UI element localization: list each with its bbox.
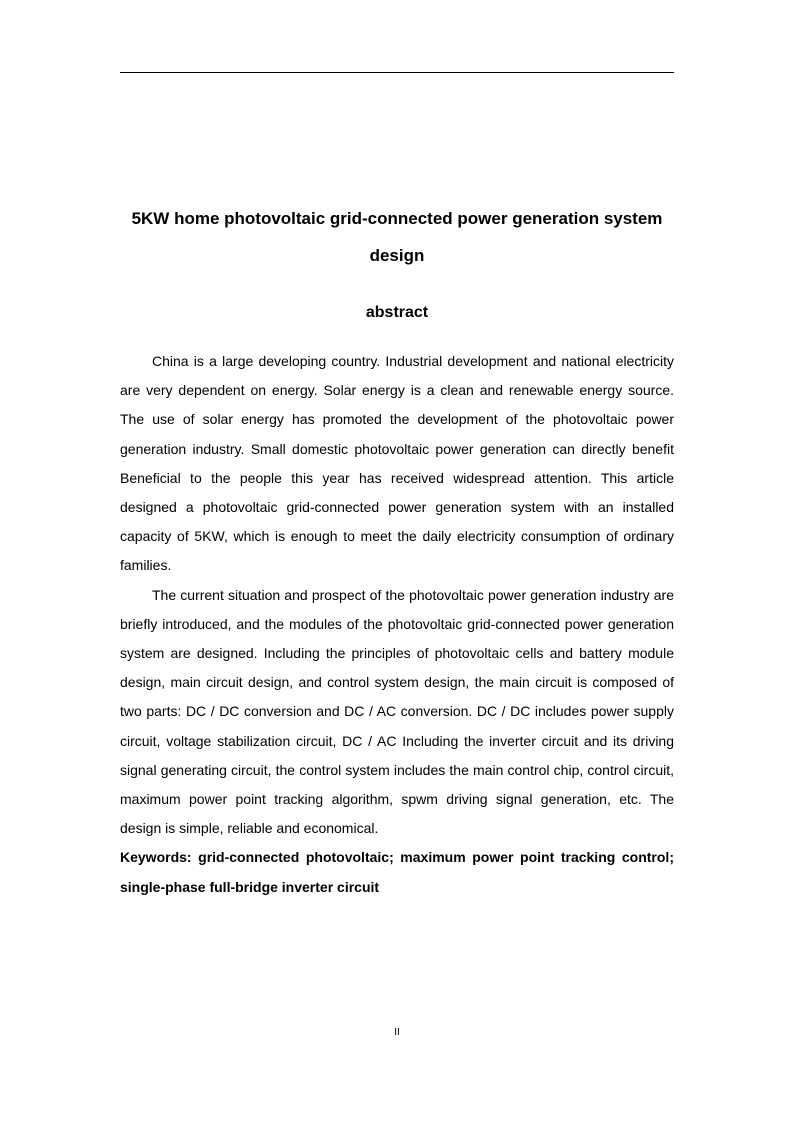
abstract-paragraph-1: China is a large developing country. Industrial development and national electricity are very dependent on energy. Solar energy is a clean and renewable energy source. The use of solar energy has promoted the development of the photovoltaic power generation industry. Small domestic photovoltaic power generation can directly benefit Beneficial to the people this year has received widespread attention. This article designed a photovoltaic grid-connected power generation system with an installed capacity of 5KW, which is enough to meet the daily electricity consumption of ordinary families.: [120, 353, 674, 574]
abstract-paragraph-2: The current situation and prospect of the photovoltaic power generation industry are briefly introduced, and the modules of the photovoltaic grid-connected power generation system are designed. Including the principles of photovoltaic cells and battery module design, main circuit design, and control system design, the main circuit is composed of two parts: DC / DC conversion and DC / AC conversion. DC / DC includes power supply circuit, voltage stabilization circuit, DC / AC Including the inverter circuit and its driving signal generating circuit, the control system includes the main control chip, control circuit, maximum power point tracking algorithm, spwm driving signal generation, etc. The design is simple, reliable and economical.: [120, 586, 674, 837]
abstract-body: [120, 347, 674, 902]
keywords: Keywords: grid-connected photovoltaic; maximum power point tracking control; single-phase full-bridge inverter circuit: [120, 849, 674, 895]
page-number: II: [394, 1027, 400, 1038]
header-rule: [120, 72, 674, 73]
document-title: 5KW home photovoltaic grid-connected power generation system design: [131, 209, 663, 265]
abstract-heading: abstract: [365, 304, 429, 321]
